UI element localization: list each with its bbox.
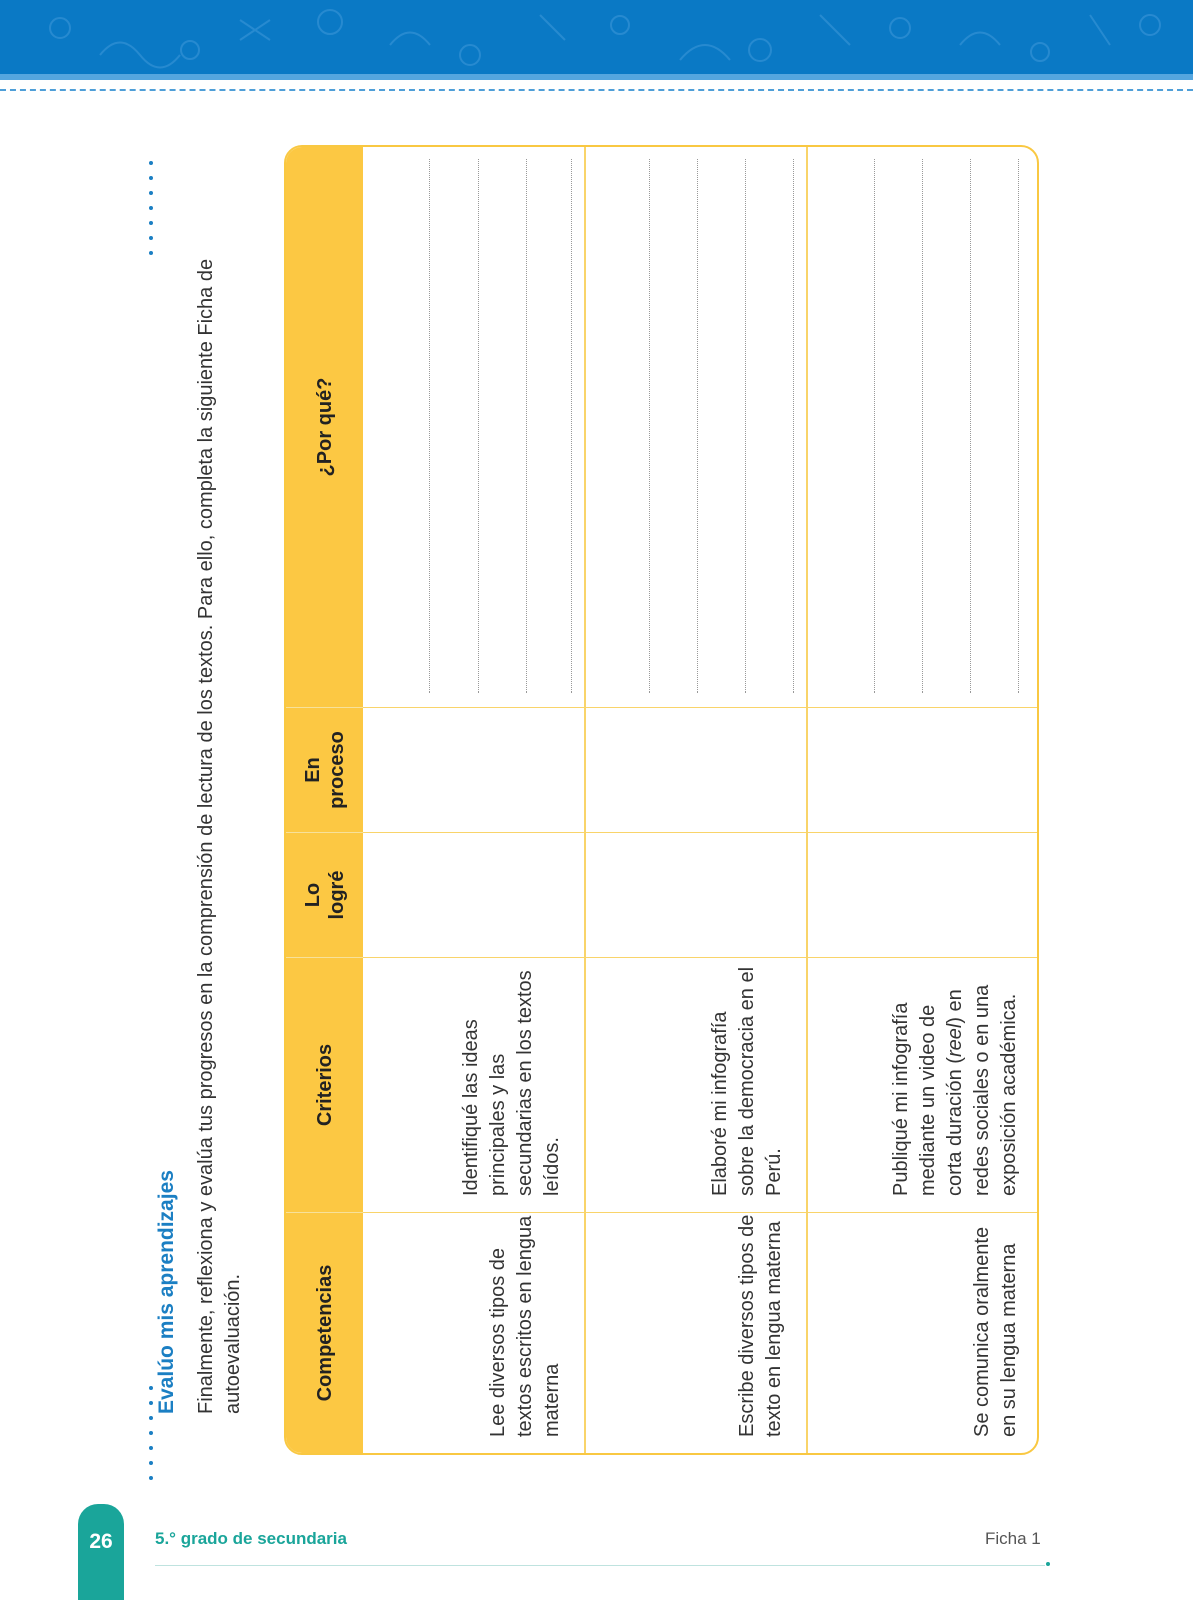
ficha-label: Ficha 1 (985, 1529, 1041, 1548)
writing-lines (586, 159, 806, 693)
instruction-text: Finalmente, reflexiona y evalúa tus progresos en la comprensión de lectura de los textos. Para ello, completa la siguiente Ficha de autoevaluación. (195, 258, 244, 1414)
lo-logre-cell[interactable] (808, 833, 1039, 958)
en-proceso-cell[interactable] (808, 708, 1039, 833)
criterio-text-emphasis: reel (944, 1023, 966, 1058)
criterio-text-part: Publiqué mi infografía mediante un video de corta duración ( (890, 1002, 966, 1196)
section-title: Evalúo mis aprendizajes (155, 1170, 178, 1414)
table-header (286, 147, 363, 1453)
table-row (584, 147, 806, 1453)
footer-divider (155, 1565, 1045, 1566)
header-en-proceso-label: En proceso (301, 731, 348, 809)
header-lo-logre (286, 833, 363, 958)
en-proceso-cell[interactable] (586, 708, 806, 833)
rotated-content (145, 160, 1145, 1480)
writing-lines (808, 159, 1039, 693)
por-que-answer-area[interactable] (808, 147, 1039, 708)
grade-label: 5.° grado de secundaria (155, 1529, 347, 1548)
banner-doodle-pattern (0, 0, 1193, 80)
banner-strip (0, 74, 1193, 80)
competencia-cell (586, 1213, 806, 1453)
header-por-que: ¿Por qué? (286, 147, 363, 708)
competencia-cell (808, 1213, 1039, 1453)
competencia-text: Escribe diversos tipos de texto en lengua materna (736, 1214, 785, 1437)
footer-dot (1046, 1562, 1050, 1566)
competencia-text: Lee diversos tipos de textos escritos en lengua materna (487, 1215, 563, 1437)
header-lo-logre-label: Lo logré (301, 870, 348, 920)
por-que-answer-area[interactable] (363, 147, 584, 708)
self-assessment-table (284, 145, 1039, 1455)
writing-lines (363, 159, 584, 693)
page-number: 26 (89, 1530, 113, 1553)
dots-decoration-left (149, 1386, 153, 1480)
competencia-cell (363, 1213, 584, 1453)
dots-decoration-right (149, 161, 153, 255)
table-row (806, 147, 1039, 1453)
criterio-text: Identifiqué las ideas principales y las secundarias en los textos leídos. (460, 970, 563, 1196)
criterio-text: Elaboré mi infografía sobre la democracia en el Perú. (709, 966, 785, 1196)
criterio-text-part: ) en redes sociales o en una exposición académica. (944, 984, 1020, 1196)
header-banner (0, 0, 1193, 80)
header-en-proceso (286, 708, 363, 833)
lo-logre-cell[interactable] (363, 833, 584, 958)
dashed-divider (0, 89, 1193, 91)
criterio-text (888, 958, 1023, 1196)
por-que-answer-area[interactable] (586, 147, 806, 708)
table-row (363, 147, 584, 1453)
header-competencias: Competencias (313, 1264, 336, 1402)
page-number-tab (78, 1504, 124, 1600)
competencia-text: Se comunica oralmente en su lengua materna (971, 1226, 1020, 1437)
lo-logre-cell[interactable] (586, 833, 806, 958)
criterio-cell (363, 958, 584, 1213)
en-proceso-cell[interactable] (363, 708, 584, 833)
criterio-cell (808, 958, 1039, 1213)
header-criterios: Criterios (286, 958, 363, 1213)
criterio-cell (586, 958, 806, 1213)
